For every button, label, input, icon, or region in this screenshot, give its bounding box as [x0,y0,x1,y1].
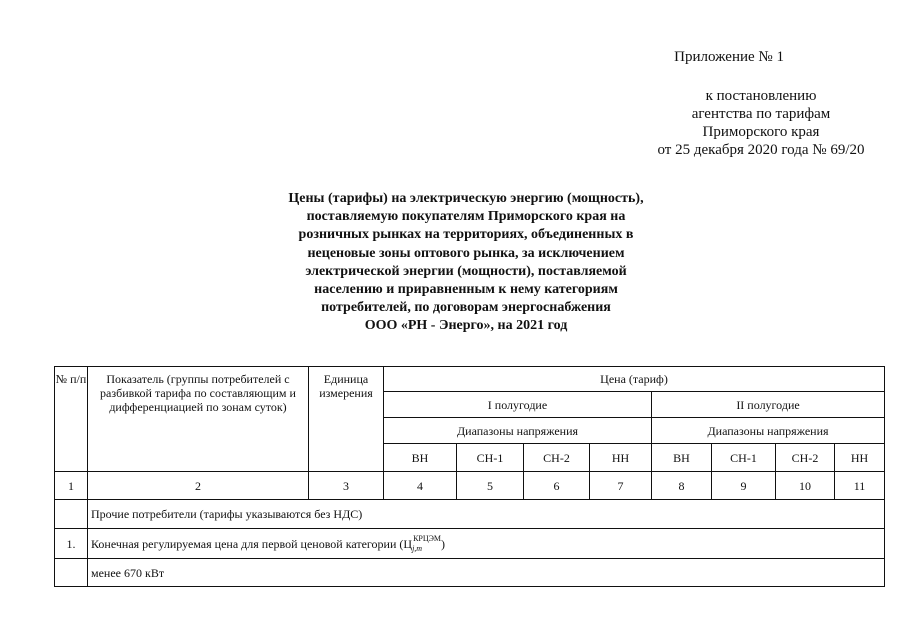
title-line: населению и приравненным к нему категориям [314,282,618,298]
title-line: Цены (тарифы) на электрическую энергию (мощность), [288,191,644,206]
column-number: 9 [712,472,776,500]
column-number: 8 [652,472,712,500]
appendix-lines [600,87,890,159]
appendix-line: агентства по тарифам [691,106,831,122]
tariff-table [54,366,885,587]
column-number: 3 [309,472,384,500]
voltage-level: НН [590,444,652,472]
voltage-level: СН-2 [776,444,835,472]
column-number: 1 [55,472,88,500]
title-line: ООО «РН - Энерго», на 2021 год [364,318,568,334]
formula-superscript: КРЦЭМ [413,533,442,543]
appendix-line: от 25 декабря 2020 года № 69/20 [657,142,865,158]
header-num: № п/п [55,367,88,472]
title-line: розничных рынках на территориях, объединенных в [298,227,634,243]
sub-item-label: менее 670 кВт [88,559,885,587]
empty-cell [55,559,88,587]
appendix-title: Приложение № 1 [674,49,784,65]
appendix-line: Приморского края [702,124,820,140]
appendix-block [600,48,890,159]
price-category-label [88,529,885,559]
column-number-row [55,472,885,500]
header-half-2: II полугодие [652,392,885,418]
appendix-line: к постановлению [705,88,817,104]
voltage-level: СН-1 [712,444,776,472]
voltage-level: НН [835,444,885,472]
other-consumers-label: Прочие потребители (тарифы указываются без НДС) [88,500,885,529]
column-number: 7 [590,472,652,500]
voltage-level: ВН [384,444,457,472]
column-number: 6 [524,472,590,500]
table-row [55,500,885,529]
price-category-text: Конечная регулируемая цена для первой ценовой категории (Ц [91,536,413,551]
header-ranges-1: Диапазоны напряжения [384,418,652,444]
voltage-level: ВН [652,444,712,472]
column-number: 2 [88,472,309,500]
table-row [55,529,885,559]
column-number: 5 [457,472,524,500]
table-row [55,559,885,587]
header-price: Цена (тариф) [384,367,885,392]
title-line: неценовые зоны оптового рынка, за исключением [307,245,625,261]
column-number: 4 [384,472,457,500]
title-line: поставляемую покупателям Приморского края на [306,209,626,225]
header-indicator: Показатель (группы потребителей с разбивкой тарифа по составляющим и дифференциацией по зонам суток) [88,367,309,472]
voltage-level: СН-2 [524,444,590,472]
empty-cell [55,500,88,529]
header-ranges-2: Диапазоны напряжения [652,418,885,444]
header-unit: Единица измерения [309,367,384,472]
document-title [240,190,692,336]
row-number: 1. [55,529,88,559]
header-half-1: I полугодие [384,392,652,418]
formula-close: ) [441,536,446,551]
title-line: потребителей, по договорам энергоснабжения [321,300,611,316]
voltage-level: СН-1 [457,444,524,472]
formula-subscript: j,m [412,543,423,553]
column-number: 11 [835,472,885,500]
column-number: 10 [776,472,835,500]
title-line: электрической энергии (мощности), поставляемой [305,263,627,279]
